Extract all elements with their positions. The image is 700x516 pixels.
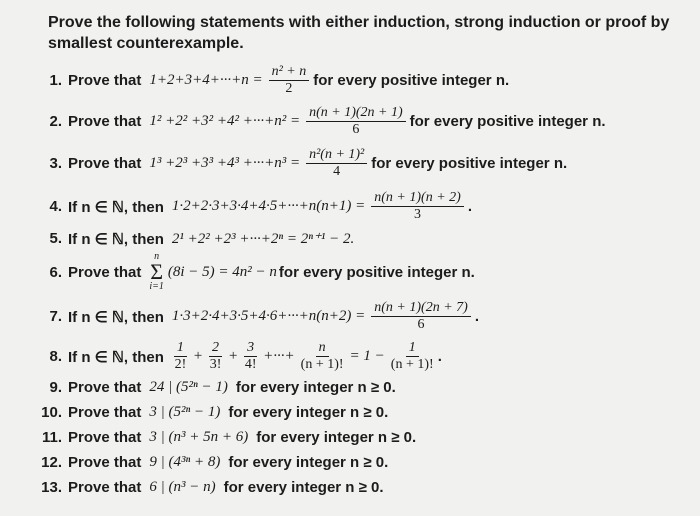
- problem-condition: for every integer n ≥ 0.: [223, 479, 384, 496]
- problem-7: [28, 300, 479, 333]
- fraction-denominator: 4: [333, 164, 341, 179]
- problem-expression: 9 | (4³ⁿ + 8): [149, 454, 221, 470]
- problem-2: [28, 105, 606, 138]
- problem-number: 13.: [41, 479, 62, 496]
- problem-number: 12.: [41, 454, 62, 471]
- problem-condition: for every integer n ≥ 0.: [256, 429, 417, 446]
- problem-number: 9.: [49, 379, 62, 396]
- problem-6: [28, 252, 475, 292]
- problem-condition: for every integer n ≥ 0.: [228, 404, 389, 421]
- summation-symbol: [149, 252, 164, 292]
- fraction-denominator: 3!: [209, 357, 222, 372]
- problem-number: 5.: [49, 230, 62, 247]
- problem-expression: (8i − 5) = 4n² − n: [167, 263, 277, 280]
- summation-lower-limit: i=1: [149, 281, 164, 292]
- problem-12: [28, 454, 388, 471]
- problem-lead: Prove that: [68, 429, 142, 446]
- fraction-numerator: 1: [406, 340, 419, 357]
- problem-lead: If n ∈ ℕ, then: [68, 230, 164, 248]
- fraction: [391, 340, 434, 373]
- fraction: [371, 300, 471, 333]
- fraction: [306, 105, 406, 138]
- fraction-numerator: n²(n + 1)²: [306, 147, 367, 164]
- fraction: [174, 340, 187, 373]
- problem-number: 7.: [49, 308, 62, 325]
- problem-number: 2.: [49, 113, 62, 130]
- problem-condition: .: [467, 198, 472, 215]
- fraction-numerator: n(n + 1)(2n + 1): [306, 105, 406, 122]
- problem-lead: Prove that: [68, 263, 142, 281]
- fraction-denominator: (n + 1)!: [390, 357, 434, 372]
- fraction-numerator: n² + n: [269, 64, 310, 81]
- fraction-denominator: 4!: [244, 357, 257, 372]
- problem-condition: for every integer n ≥ 0.: [235, 379, 396, 396]
- fraction-numerator: 1: [174, 340, 187, 357]
- problem-expression: 2¹ +2² +2³ +···+2ⁿ = 2ⁿ⁺¹ − 2.: [171, 231, 355, 247]
- fraction-numerator: n: [316, 340, 329, 357]
- problem-expression: 3 | (5²ⁿ − 1): [149, 404, 221, 420]
- problem-9: [28, 379, 396, 396]
- problem-number: 11.: [41, 429, 62, 446]
- problem-number: 8.: [49, 348, 62, 365]
- problem-1: [28, 64, 509, 97]
- problem-expression: 1·2+2·3+3·4+4·5+···+n(n+1) =: [171, 198, 366, 214]
- fraction-denominator: 6: [352, 122, 360, 137]
- problem-lead: Prove that: [68, 155, 142, 172]
- problem-expression: 1·3+2·4+3·5+4·6+···+n(n+2) =: [171, 308, 366, 324]
- problem-number: 6.: [49, 263, 62, 281]
- problem-lead: Prove that: [68, 379, 142, 396]
- problem-expression: 3 | (n³ + 5n + 6): [149, 429, 249, 445]
- problem-expression: 1+2+3+4+···+n =: [149, 72, 263, 88]
- fraction-denominator: 2: [285, 81, 293, 96]
- fraction: [209, 340, 222, 373]
- problem-expression: 1³ +2³ +3³ +4³ +···+n³ =: [149, 155, 301, 171]
- fraction-denominator: (n + 1)!: [300, 357, 344, 372]
- fraction: [269, 64, 310, 97]
- fraction-numerator: 3: [244, 340, 257, 357]
- problem-lead: Prove that: [68, 113, 142, 130]
- problem-10: [28, 404, 388, 421]
- fraction-numerator: n(n + 1)(n + 2): [371, 190, 464, 207]
- problem-expression: 1² +2² +3² +4² +···+n² =: [149, 113, 301, 129]
- problem-expression: 6 | (n³ − n): [149, 479, 216, 495]
- problem-number: 10.: [41, 404, 62, 421]
- problem-lead: Prove that: [68, 72, 142, 89]
- problem-number: 3.: [49, 155, 62, 172]
- equals-term: = 1 −: [349, 348, 385, 364]
- fraction: [371, 190, 464, 223]
- problem-condition: for every positive integer n.: [313, 72, 510, 89]
- problem-4: [28, 190, 472, 223]
- fraction: [306, 147, 367, 180]
- problem-lead: Prove that: [68, 404, 142, 421]
- sigma-glyph: Σ: [150, 259, 164, 284]
- problem-condition: .: [474, 308, 479, 325]
- problem-5: [28, 229, 356, 248]
- fraction-denominator: 3: [414, 207, 422, 222]
- problem-lead: Prove that: [68, 454, 142, 471]
- problem-lead: If n ∈ ℕ, then: [68, 348, 164, 366]
- problem-number: 1.: [49, 72, 62, 89]
- fraction-denominator: 2!: [174, 357, 187, 372]
- fraction-denominator: 6: [417, 317, 425, 332]
- fraction: [301, 340, 344, 373]
- problem-3: [28, 147, 567, 180]
- fraction-numerator: 2: [209, 340, 222, 357]
- problem-lead: Prove that: [68, 479, 142, 496]
- problem-number: 4.: [49, 198, 62, 215]
- ellipsis-term: +···+: [263, 348, 295, 364]
- problem-condition: for every integer n ≥ 0.: [228, 454, 389, 471]
- problem-expression: 24 | (5²ⁿ − 1): [149, 379, 228, 395]
- problem-8: 8. If n ∈ ℕ, then $\frac{1}{2!}$ + $\frac{2}{3!}$ + $\frac{3}{4!}$ +···+ $\frac{n}{(n + 1)!}$ = 1 − $\frac{1}{(n + 1)!}$ .: [28, 340, 442, 373]
- fraction: [244, 340, 257, 373]
- problem-condition: for every positive integer n.: [278, 263, 475, 281]
- problem-condition: .: [437, 348, 442, 365]
- fraction-numerator: n(n + 1)(2n + 7): [371, 300, 471, 317]
- problem-lead: If n ∈ ℕ, then: [68, 308, 164, 326]
- summation-upper-limit: n: [154, 251, 160, 262]
- problem-11: [28, 429, 416, 446]
- problem-condition: for every positive integer n.: [409, 113, 606, 130]
- instructions: Prove the following statements with either induction, strong induction or proof by smallest counterexample.: [48, 14, 670, 52]
- problem-lead: If n ∈ ℕ, then: [68, 198, 164, 216]
- problem-13: [28, 479, 384, 496]
- problem-condition: for every positive integer n.: [371, 155, 568, 172]
